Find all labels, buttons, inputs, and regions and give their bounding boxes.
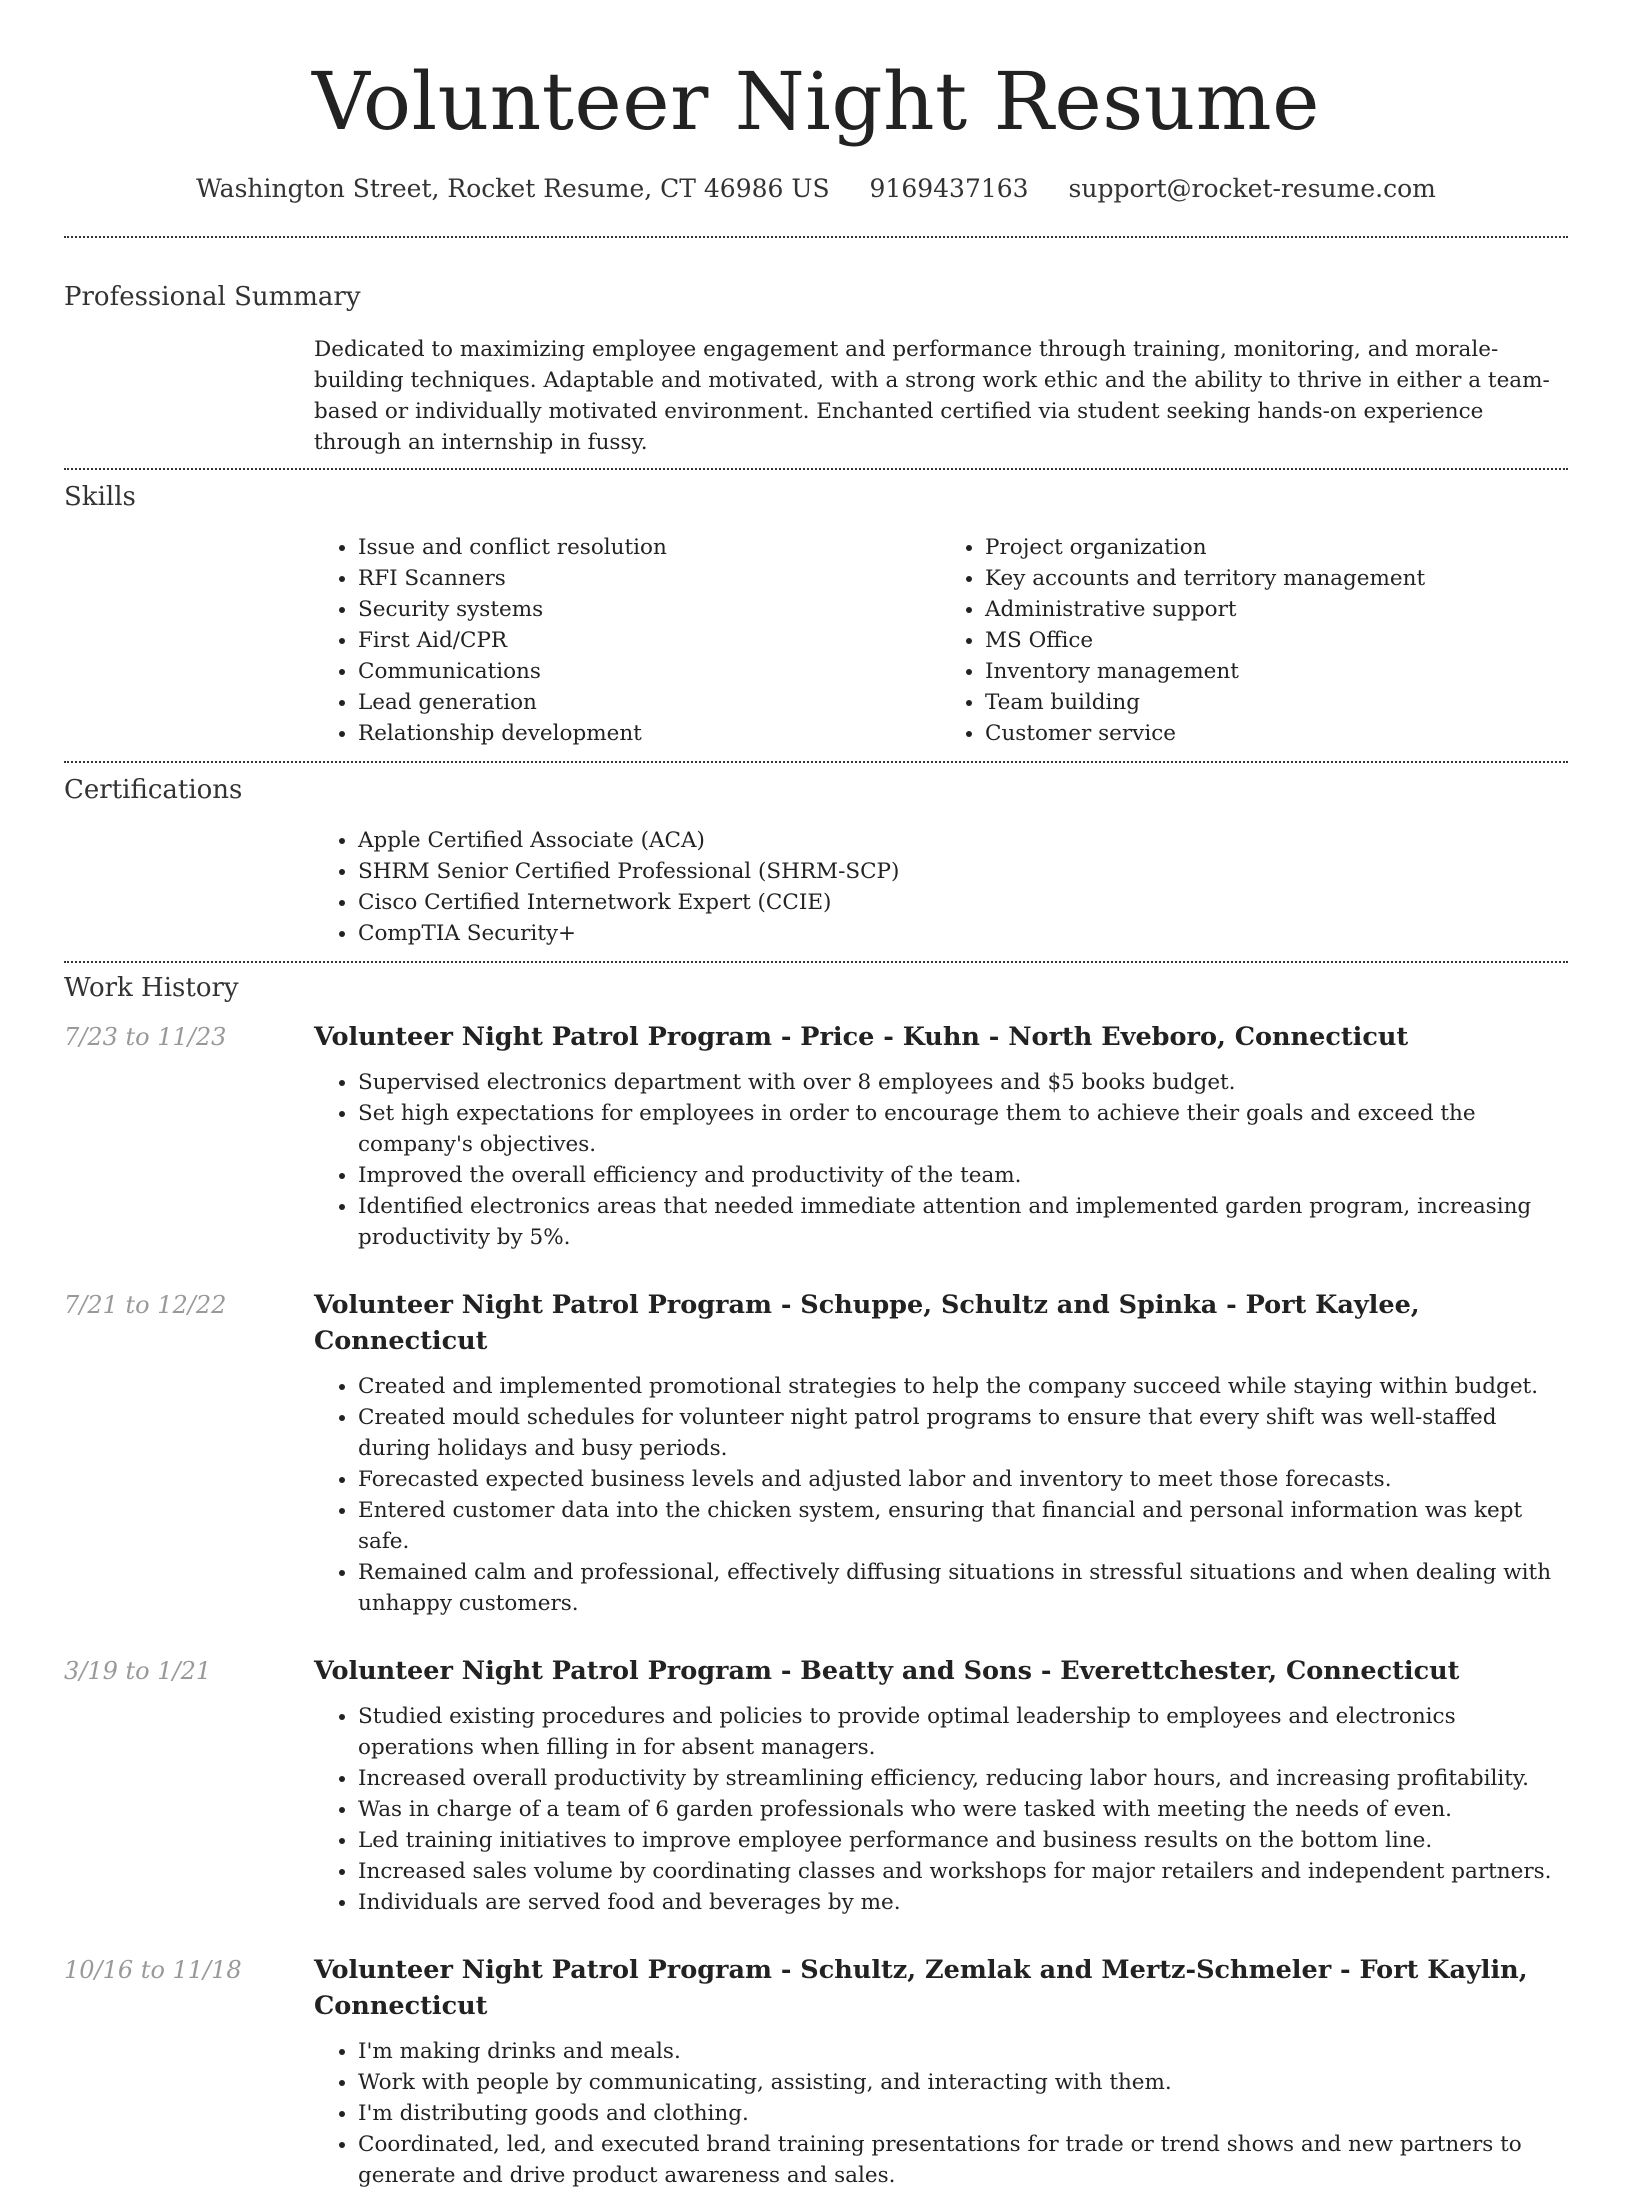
- job-entry: [64, 1653, 1568, 1918]
- job-bullet: • Forecasted expected business levels and adjusted labor and inventory to meet those forecasts.: [358, 1464, 1568, 1495]
- skill-item: • RFI Scanners: [358, 563, 941, 594]
- job-title: Volunteer Night Patrol Program - Price - Kuhn - North Eveboro, Connecticut: [314, 1022, 1409, 1052]
- section-title-work-history: Work History: [64, 973, 239, 1003]
- job-dates: 7/23 to 11/23: [64, 1023, 227, 1051]
- summary-section: [64, 238, 1568, 468]
- job-bullet: • Studied existing procedures and policies to provide optimal leadership to employees and electronics operations when filling in for absent managers.: [358, 1701, 1568, 1763]
- job-bullets: [314, 1371, 1568, 1619]
- job-bullet: • I'm making drinks and meals.: [358, 2036, 1568, 2067]
- contact-line: [0, 172, 1632, 206]
- contact-phone: 9169437163: [869, 174, 1029, 203]
- job-title: Volunteer Night Patrol Program - Schuppe, Schultz and Spinka - Port Kaylee, Connecticut: [314, 1290, 1420, 1356]
- job-bullets: [314, 1701, 1568, 1918]
- job-dates: 3/19 to 1/21: [64, 1657, 212, 1685]
- job-entry: [64, 1287, 1568, 1619]
- section-title-certifications: Certifications: [64, 775, 243, 805]
- skills-list: [314, 532, 1568, 749]
- job-bullet: • Remained calm and professional, effectively diffusing situations in stressful situations and when dealing with unhappy customers.: [358, 1557, 1568, 1619]
- skill-item: • Administrative support: [985, 594, 1568, 625]
- section-title-summary: Professional Summary: [64, 282, 361, 312]
- skills-section: [64, 470, 1568, 761]
- skill-item: • Security systems: [358, 594, 941, 625]
- certification-item: • CompTIA Security+: [358, 918, 1568, 949]
- skill-item: • Team building: [985, 687, 1568, 718]
- job-bullet: • Work with people by communicating, assisting, and interacting with them.: [358, 2067, 1568, 2098]
- certification-item: • Cisco Certified Internetwork Expert (CCIE): [358, 887, 1568, 918]
- contact-address: Washington Street, Rocket Resume, CT 46986 US: [196, 174, 830, 203]
- skill-item: • Communications: [358, 656, 941, 687]
- job-bullet: • Was in charge of a team of 6 garden professionals who were tasked with meeting the needs of even.: [358, 1794, 1568, 1825]
- skill-item: • Lead generation: [358, 687, 941, 718]
- job-bullet: • I'm distributing goods and clothing.: [358, 2098, 1568, 2129]
- job-bullets: [314, 1067, 1568, 1253]
- skills-column-right: [941, 532, 1568, 749]
- work-history-section: [64, 963, 1568, 2191]
- job-dates: 10/16 to 11/18: [64, 1956, 242, 1984]
- job-bullet: • Improved the overall efficiency and productivity of the team.: [358, 1160, 1568, 1191]
- section-title-skills: Skills: [64, 482, 136, 512]
- job-bullet: • Created mould schedules for volunteer night patrol programs to ensure that every shift was well-staffed during holidays and busy periods.: [358, 1402, 1568, 1464]
- certifications-section: [64, 763, 1568, 961]
- job-dates: 7/21 to 12/22: [64, 1291, 227, 1319]
- job-bullet: • Created and implemented promotional strategies to help the company succeed while staying within budget.: [358, 1371, 1568, 1402]
- job-bullet: • Coordinated, led, and executed brand training presentations for trade or trend shows and new partners to generate and drive product awareness and sales.: [358, 2129, 1568, 2191]
- skill-item: • Inventory management: [985, 656, 1568, 687]
- job-bullet: • Increased sales volume by coordinating classes and workshops for major retailers and independent partners.: [358, 1856, 1568, 1887]
- job-title: Volunteer Night Patrol Program - Beatty and Sons - Everettchester, Connecticut: [314, 1656, 1460, 1686]
- skill-item: • MS Office: [985, 625, 1568, 656]
- job-bullet: • Led training initiatives to improve employee performance and business results on the bottom line.: [358, 1825, 1568, 1856]
- job-bullet: • Individuals are served food and beverages by me.: [358, 1887, 1568, 1918]
- skill-item: • Customer service: [985, 718, 1568, 749]
- job-bullet: • Supervised electronics department with over 8 employees and $5 books budget.: [358, 1067, 1568, 1098]
- certifications-list: [314, 825, 1568, 949]
- job-entry: [64, 1019, 1568, 1253]
- certification-item: • Apple Certified Associate (ACA): [358, 825, 1568, 856]
- job-bullet: • Set high expectations for employees in order to encourage them to achieve their goals and exceed the company's objectives.: [358, 1098, 1568, 1160]
- skill-item: • Relationship development: [358, 718, 941, 749]
- skill-item: • Key accounts and territory management: [985, 563, 1568, 594]
- job-bullet: • Identified electronics areas that needed immediate attention and implemented garden program, increasing productivity by 5%.: [358, 1191, 1568, 1253]
- resume-name: Volunteer Night Resume: [312, 55, 1320, 148]
- job-bullets: [314, 2036, 1568, 2191]
- job-bullet: • Increased overall productivity by streamlining efficiency, reducing labor hours, and increasing profitability.: [358, 1763, 1568, 1794]
- skill-item: • Issue and conflict resolution: [358, 532, 941, 563]
- certification-item: • SHRM Senior Certified Professional (SHRM-SCP): [358, 856, 1568, 887]
- skills-column-left: [314, 532, 941, 749]
- contact-email: support@rocket-resume.com: [1068, 174, 1436, 203]
- job-title: Volunteer Night Patrol Program - Schultz, Zemlak and Mertz-Schmeler - Fort Kaylin, Connecticut: [314, 1955, 1528, 2021]
- skill-item: • Project organization: [985, 532, 1568, 563]
- job-bullet: • Entered customer data into the chicken system, ensuring that financial and personal information was kept safe.: [358, 1495, 1568, 1557]
- skill-item: • First Aid/CPR: [358, 625, 941, 656]
- job-entry: [64, 1952, 1568, 2191]
- summary-text: Dedicated to maximizing employee engagement and performance through training, monitoring, and morale-building techniques. Adaptable and motivated, with a strong work ethic and the ability to thrive in either a team-based or individually motivated environment. Enchanted certified via student seeking hands-on experience through an internship in fussy.: [314, 337, 1550, 455]
